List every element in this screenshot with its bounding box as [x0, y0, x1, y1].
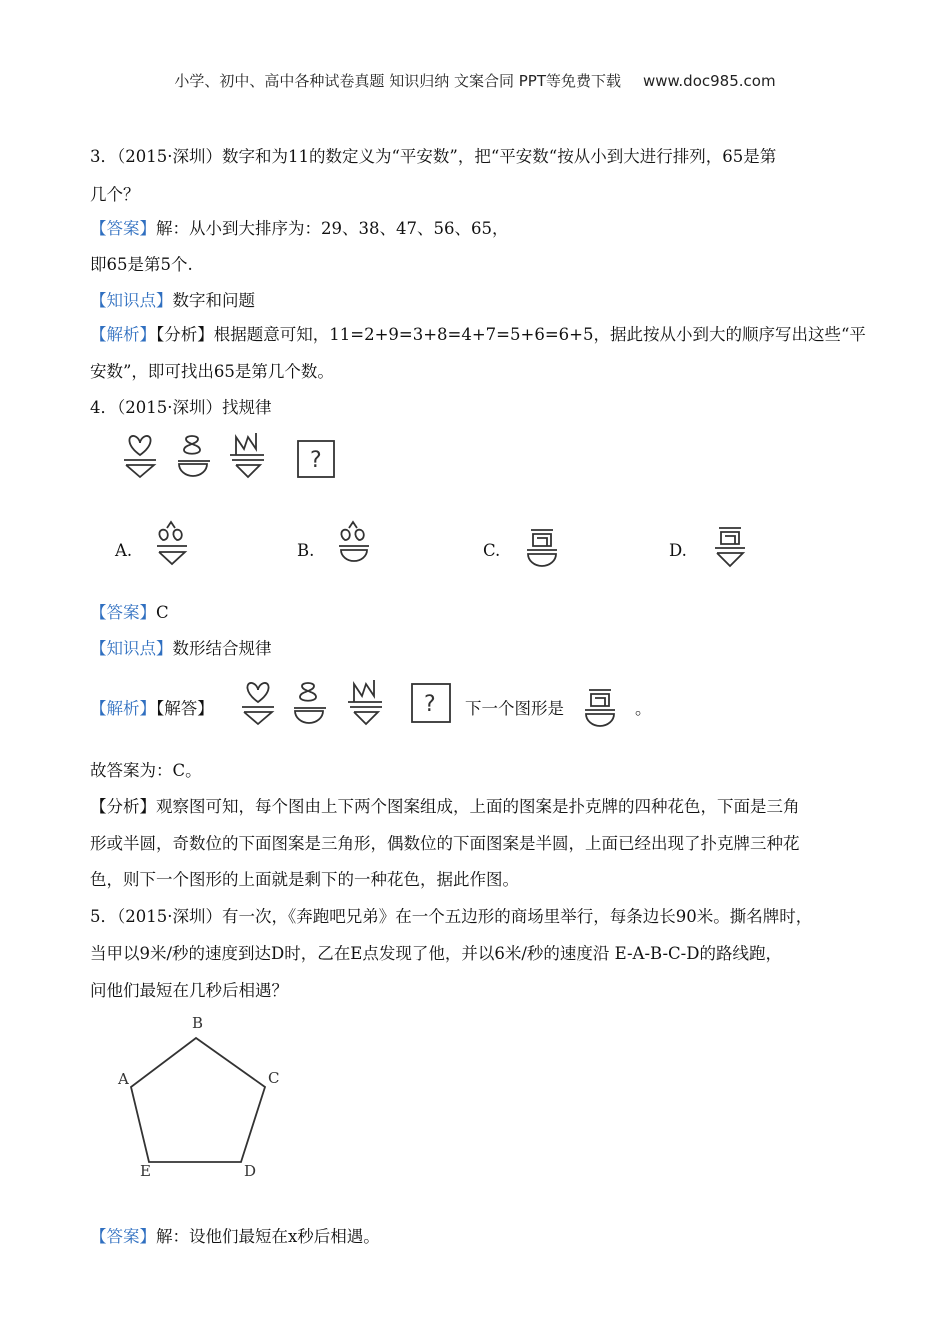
header-text: 小学、初中、高中各种试卷真题 知识归纳 文案合同 PPT等免费下载	[174, 72, 621, 90]
q4-answer-text: C	[156, 603, 169, 622]
svg-text:?: ?	[310, 448, 322, 473]
q3-analysis-text: 【分析】根据题意可知，11=2+9=3+8=4+7=5+6=6+5，据此按从小到大的顺序写出这些“平	[156, 325, 866, 344]
q4-analysis-end: 。	[635, 699, 652, 718]
q5-answer-text: 解：设他们最短在x秒后相遇。	[156, 1227, 380, 1246]
q5-line3: 问他们最短在几秒后相遇？	[90, 981, 288, 1000]
option-d-label: D.	[669, 541, 687, 560]
q4-answer	[90, 603, 169, 623]
option-a-figure	[155, 522, 195, 572]
q4-knowledge	[90, 639, 272, 659]
vertex-d: D	[244, 1162, 257, 1180]
q4-conclusion: 故答案为：C。	[90, 761, 202, 780]
q3-answer	[90, 219, 508, 239]
figure-club-semicircle	[178, 436, 210, 476]
q3-answer-text: 解：从小到大排序为：29、38、47、56、65，	[156, 219, 509, 238]
q3-knowledge	[90, 291, 255, 311]
q4-analysis	[90, 699, 214, 719]
q5-line1: 5．（2015·深圳）有一次，《奔跑吧兄弟》在一个五边形的商场里举行，每条边长90米。撕名牌时，	[90, 907, 813, 926]
q4-analysis-l2: 形或半圆，奇数位的下面图案是三角形，偶数位的下面图案是半圆，上面已经出现了扑克牌三种花	[90, 834, 800, 853]
answer-tag: 【答案】	[90, 219, 156, 238]
analysis-sequence	[238, 680, 468, 730]
q3-knowledge-text: 数字和问题	[172, 291, 255, 310]
q5-line2: 当甲以9米/秒的速度到达D时，乙在E点发现了他，并以6米/秒的速度沿 E-A-B-C-D的路线跑，	[90, 944, 782, 963]
option-b-label: B.	[297, 541, 315, 560]
q3-line1: 3．（2015·深圳）数字和为11的数定义为“平安数”，把“平安数“按从小到大进行排列，65是第	[90, 147, 777, 166]
q3-analysis	[90, 325, 866, 345]
q3-answer-line2: 即65是第5个.	[90, 255, 193, 274]
answer-tag: 【答案】	[90, 603, 156, 622]
pentagon-diagram	[110, 1010, 300, 1185]
header-url: www.doc985.com	[642, 72, 776, 90]
figure-spade-triangle	[230, 433, 264, 477]
vertex-b: B	[192, 1014, 204, 1032]
vertex-e: E	[140, 1162, 151, 1180]
answer-tag: 【答案】	[90, 1227, 156, 1246]
analysis-tag: 【解析】	[90, 699, 156, 718]
q4-analysis-mid: 下一个图形是	[465, 699, 564, 718]
q4-line1: 4．（2015·深圳）找规律	[90, 398, 272, 417]
knowledge-tag: 【知识点】	[90, 639, 173, 658]
page-header	[0, 70, 950, 91]
q3-line2: 几个？	[90, 185, 140, 204]
knowledge-tag: 【知识点】	[90, 291, 173, 310]
q4-analysis-l1: 【分析】观察图可知，每个图由上下两个图案组成，上面的图案是扑克牌的四种花色，下面是三角	[90, 797, 800, 816]
option-c-figure	[525, 528, 565, 578]
figure-heart-triangle	[124, 436, 156, 477]
question-box	[298, 441, 334, 477]
option-b-figure	[337, 520, 377, 575]
analysis-tag: 【解析】	[90, 325, 156, 344]
analysis-answer-figure	[583, 688, 623, 733]
q4-knowledge-text: 数形结合规律	[172, 639, 272, 658]
svg-text:?: ?	[424, 692, 436, 717]
vertex-c: C	[268, 1069, 280, 1087]
option-d-figure	[713, 526, 753, 576]
option-c-label: C.	[483, 541, 501, 560]
q4-analysis-l3: 色，则下一个图形的上面就是剩下的一种花色，据此作图。	[90, 870, 519, 889]
q4-analysis-head: 【解答】	[156, 699, 214, 718]
pattern-sequence	[120, 433, 350, 483]
q3-analysis-line2: 安数”，即可找出65是第几个数。	[90, 362, 334, 381]
pentagon-shape	[131, 1038, 265, 1162]
vertex-a: A	[118, 1070, 129, 1088]
q5-answer	[90, 1227, 380, 1247]
option-a-label: A.	[115, 541, 133, 560]
